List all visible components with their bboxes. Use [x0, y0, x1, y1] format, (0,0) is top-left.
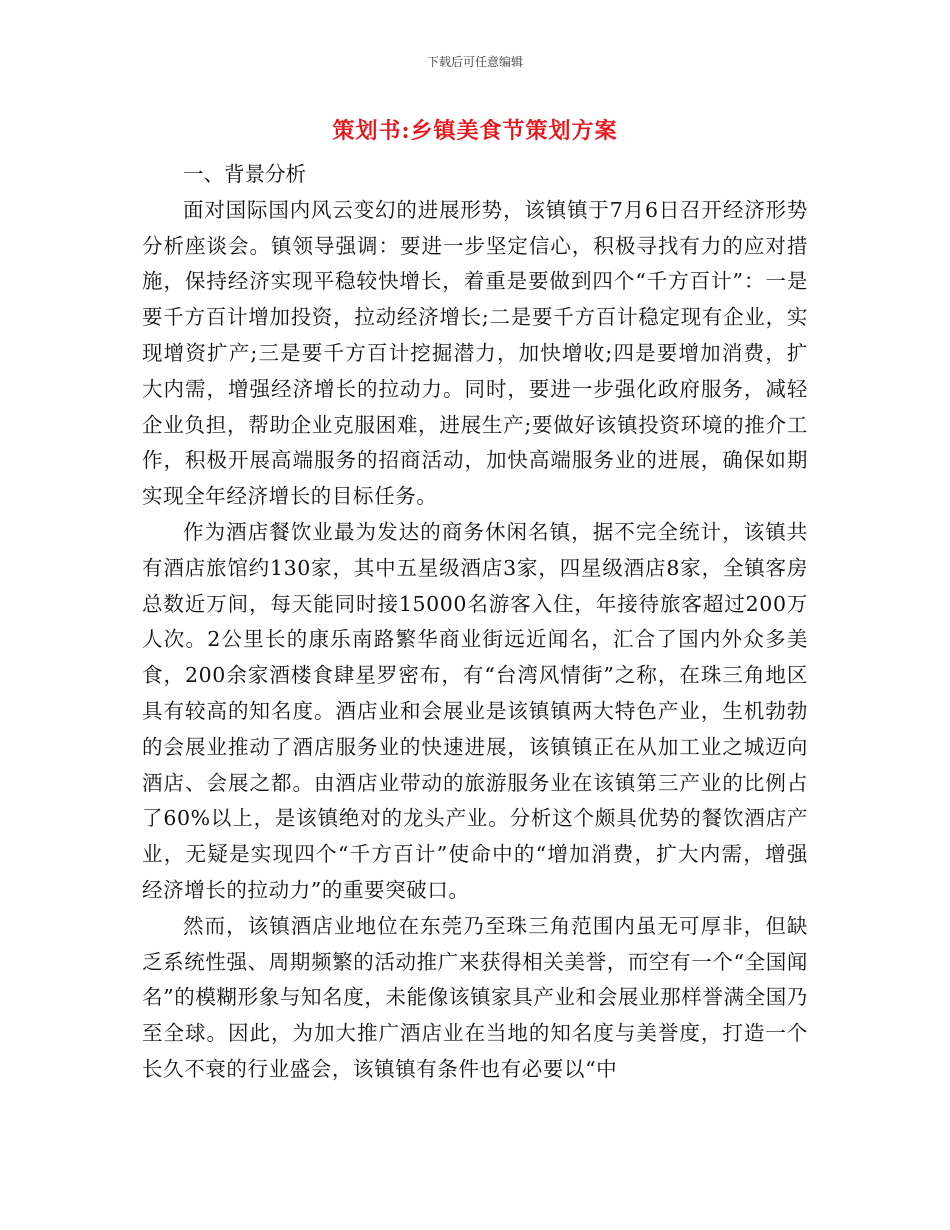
paragraph-2: 作为酒店餐饮业最为发达的商务休闲名镇，据不完全统计，该镇共有酒店旅馆约130家，其中五星级酒店3家，四星级酒店8家，全镇客房总数近万间，每天能同时接15000名游客入住，年接待旅客超过200万人次。2公里长的康乐南路繁华商业街远近闻名，汇合了国内外众多美食，200余家酒楼食肆星罗密布，有“台湾风情街”之称，在珠三角地区具有较高的知名度。酒店业和会展业是该镇镇两大特色产业，生机勃勃的会展业推动了酒店服务业的快速进展，该镇镇正在从加工业之城迈向酒店、会展之都。由酒店业带动的旅游服务业在该镇第三产业的比例占了60%以上，是该镇绝对的龙头产业。分析这个颇具优势的餐饮酒店产业，无疑是实现四个“千方百计”使命中的“增加消费，扩大内需，增强经济增长的拉动力”的重要突破口。 [142, 519, 808, 902]
section-heading-background: 一、背景分析 [183, 162, 306, 186]
document-title: 策划书:乡镇美食节策划方案 [332, 118, 618, 144]
paragraph-3: 然而，该镇酒店业地位在东莞乃至珠三角范围内虽无可厚非，但缺乏系统性强、周期频繁的活动推广来获得相关美誉，而空有一个“全国闻名”的模糊形象与知名度，未能像该镇家具产业和会展业那样誉满全国乃至全球。因此，为加大推广酒店业在当地的知名度与美誉度，打造一个长久不衰的行业盛会，该镇镇有条件也有必要以“中 [142, 913, 808, 1081]
paragraph-1: 面对国际国内风云变幻的进展形势，该镇镇于7月6日召开经济形势分析座谈会。镇领导强调：要进一步坚定信心，积极寻找有力的应对措施，保持经济实现平稳较快增长，着重是要做到四个“千方百计”：一是要千方百计增加投资，拉动经济增长;二是要千方百计稳定现有企业，实现增资扩产;三是要千方百计挖掘潜力，加快增收;四是要增加消费，扩大内需，增强经济增长的拉动力。同时，要进一步强化政府服务，减轻企业负担，帮助企业克服困难，进展生产;要做好该镇投资环境的推介工作，积极开展高端服务的招商活动，加快高端服务业的进展，确保如期实现全年经济增长的目标任务。 [142, 197, 808, 509]
header-note: 下载后可任意编辑 [426, 55, 523, 69]
document-body [142, 157, 808, 1088]
